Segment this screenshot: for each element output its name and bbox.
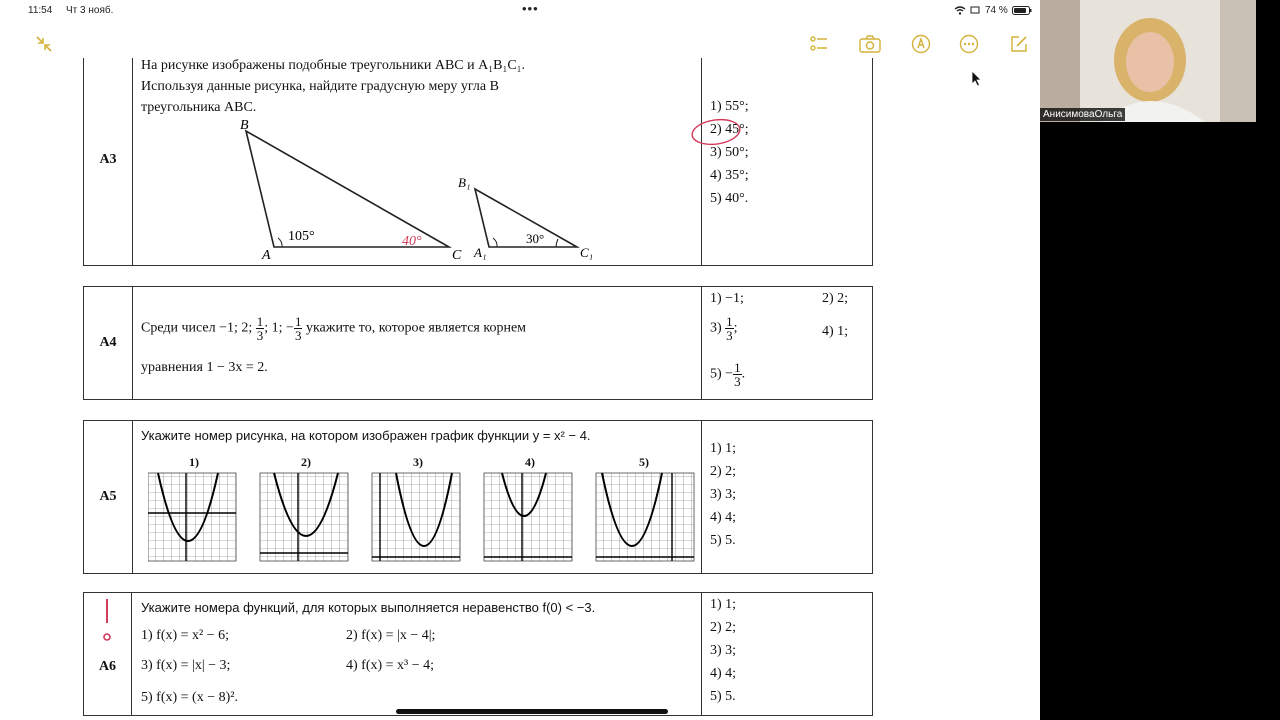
answer-option: 3) 50°; (710, 145, 749, 160)
screen-lock-icon (970, 6, 980, 15)
more-icon[interactable] (959, 34, 979, 54)
answer-option: 2) 2; (822, 291, 849, 306)
question-line: На рисунке изображены подобные треугольники ABC и A₁B₁C₁. (141, 58, 526, 73)
question-a5 (83, 420, 873, 574)
wifi-icon (954, 6, 966, 15)
question-line: уравнения 1 − 3x = 2. (141, 360, 268, 375)
answer-option: 5) 40°. (710, 191, 749, 206)
handwritten-circle-mark (688, 115, 744, 149)
graph-label: 5) (639, 455, 649, 469)
answer-option: 4) 4; (710, 510, 737, 525)
webcam-person-image (1040, 0, 1256, 122)
question-number: А5 (84, 421, 133, 573)
question-a3 (83, 58, 873, 266)
answer-option: 4) 4; (710, 666, 737, 681)
question-fragment: укажите то, которое является корнем (305, 320, 527, 336)
handwritten-angle-note: 40° (402, 234, 422, 249)
answer-option: 1) 1; (710, 441, 737, 456)
label-b1: B₁ (458, 175, 471, 190)
question-number: А6 (84, 593, 132, 715)
answer-option: 5) − $\frac{1}{3}$ . (710, 360, 746, 389)
label-a: A (262, 248, 271, 263)
answer-option: 5) 5. (710, 689, 736, 704)
collapse-arrows-icon[interactable] (34, 34, 54, 54)
answer-options (701, 593, 872, 715)
label-b: B (240, 119, 249, 133)
question-number: А4 (84, 287, 133, 399)
answer-option: 3) $\frac{1}{3}$ ; (710, 314, 738, 343)
answer-option: 3) 3; (710, 643, 737, 658)
answer-option: 2) 2; (710, 464, 737, 479)
graph-label: 2) (301, 455, 311, 469)
fraction-numerator: 1 (256, 314, 264, 329)
graph-1 (148, 473, 236, 561)
answer-option: 2) 2; (710, 620, 737, 635)
graph-4 (484, 473, 572, 561)
question-fragment: ; 1; − (264, 320, 294, 336)
answer-option: 1) 55°; (710, 99, 749, 114)
multitasking-dots[interactable]: ••• (522, 1, 539, 16)
status-date: Чт 3 нояб. (66, 5, 114, 16)
fraction-denominator: 3 (256, 328, 264, 343)
question-line: Используя данные рисунка, найдите градусную меру угла B (141, 79, 499, 94)
answer-option: 4) 35°; (710, 168, 749, 183)
answer-option: 3) 3; (710, 487, 737, 502)
battery-percent: 74 % (985, 5, 1008, 16)
graph-label: 3) (413, 455, 423, 469)
fraction-numerator: 1 (294, 314, 302, 329)
question-text: Укажите номер рисунка, на котором изображен график функции y = x² − 4. (141, 428, 591, 443)
question-number: А3 (84, 58, 133, 265)
answer-options (701, 287, 872, 399)
webcam-participant-name: АнисимоваОльга (1040, 108, 1125, 121)
webcam-feed (1040, 0, 1256, 122)
question-line: треугольника ABC. (141, 100, 257, 115)
handwritten-red-mark (100, 597, 114, 645)
answer-option: 1) 1; (710, 597, 737, 612)
compose-icon[interactable] (1009, 34, 1029, 54)
parabola-graphs (148, 469, 698, 569)
angle-a-label: 105° (288, 229, 315, 244)
function-option: 5) f(x) = (x − 8)². (141, 690, 238, 705)
battery-icon (1012, 6, 1032, 15)
answer-options (701, 58, 872, 265)
status-bar (0, 0, 1040, 22)
question-text: Укажите номера функций, для которых выполняется неравенство f(0) < −3. (141, 600, 596, 615)
graph-label: 1) (189, 455, 199, 469)
similar-triangles-figure (234, 119, 594, 264)
function-option: 3) f(x) = |x| − 3; (141, 658, 231, 673)
function-option: 2) f(x) = |x − 4|; (346, 628, 436, 643)
label-c: C (452, 248, 462, 263)
question-a6 (83, 592, 873, 716)
function-option: 1) f(x) = x² − 6; (141, 628, 230, 643)
answer-options (701, 421, 872, 573)
answer-option: 4) 1; (822, 324, 849, 339)
label-c1: C₁ (580, 245, 594, 260)
fraction (294, 315, 303, 342)
home-indicator[interactable] (396, 709, 668, 714)
graph-3 (372, 473, 460, 561)
camera-icon[interactable] (859, 34, 881, 54)
answer-option: 1) −1; (710, 291, 744, 306)
function-option: 4) f(x) = x³ − 4; (346, 658, 435, 673)
answer-option: 2) 45°; (710, 122, 749, 137)
fraction-denominator: 3 (294, 328, 302, 343)
status-time: 11:54 (28, 5, 53, 16)
question-a4 (83, 286, 873, 400)
graph-2 (260, 473, 348, 561)
document-page[interactable] (0, 58, 1040, 720)
graph-5 (596, 473, 694, 561)
checklist-icon[interactable] (809, 34, 829, 54)
fraction (256, 315, 265, 342)
answer-option: 5) 5. (710, 533, 736, 548)
label-a1: A₁ (474, 245, 487, 260)
markup-pen-icon[interactable] (911, 34, 931, 54)
graph-label: 4) (525, 455, 535, 469)
question-text (141, 58, 701, 118)
question-fragment: Среди чисел −1; 2; (141, 320, 253, 336)
angle-a1-label: 30° (526, 231, 545, 246)
question-text (141, 315, 701, 342)
